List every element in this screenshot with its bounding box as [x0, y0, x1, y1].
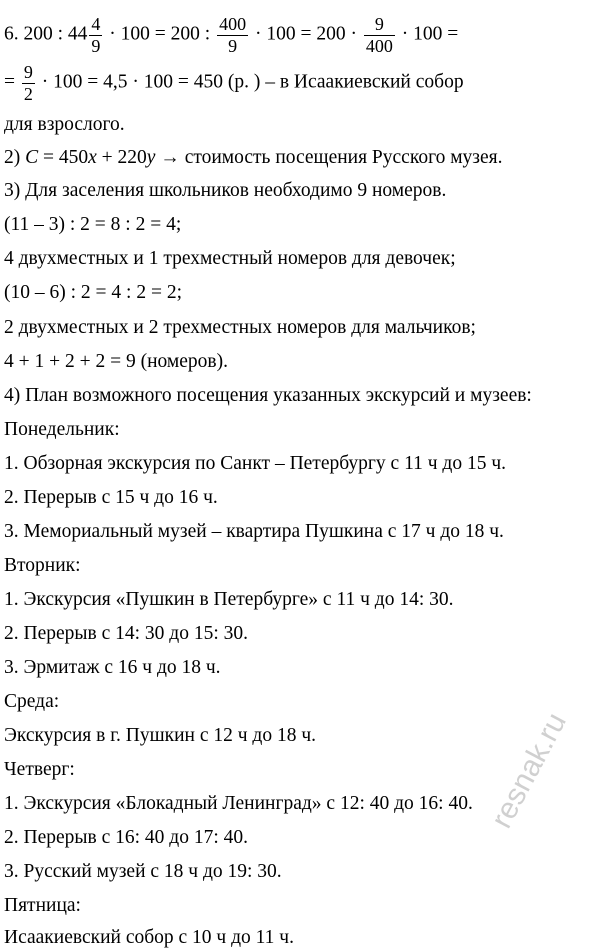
day-heading: Вторник: [4, 555, 81, 576]
cost-formula-line [4, 148, 503, 168]
fraction-9-400 [364, 14, 395, 56]
list-item: 1. Обзорная экскурсия по Санкт – Петербургу с 11 ч до 15 ч. [4, 453, 507, 474]
text-line: для взрослого. [4, 114, 125, 135]
eq1-part-a: 6. 200 : 44 [4, 23, 88, 45]
eq1-part-d: · 100 = [396, 23, 459, 45]
list-item: 3. Мемориальный музей – квартира Пушкина с 17 ч до 18 ч. [4, 521, 504, 542]
text-line: Экскурсия в г. Пушкин с 12 ч до 18 ч. [4, 725, 317, 746]
list-item: 2. Перерыв с 16: 40 до 17: 40. [4, 827, 248, 848]
text-line: 2 двухместных и 2 трехместных номеров для мальчиков; [4, 317, 476, 338]
list-item: 1. Экскурсия «Блокадный Ленинград» с 12: 40 до 16: 40. [4, 793, 473, 814]
text-line: 4 двухместных и 1 трехместный номеров для девочек; [4, 248, 456, 269]
text-line: (11 – 3) : 2 = 8 : 2 = 4; [4, 214, 182, 235]
fraction-numerator: 400 [219, 14, 247, 34]
text-line: 4 + 1 + 2 + 2 = 9 (номеров). [4, 351, 228, 372]
fraction-denominator: 2 [23, 83, 33, 104]
formula-part: = 450 [38, 147, 89, 168]
text-line: Исаакиевский собор с 10 ч до 11 ч. [4, 927, 294, 948]
watermark-text: resnak.ru [485, 707, 573, 834]
fraction-numerator: 9 [364, 14, 395, 36]
formula-part: + 220 [96, 147, 147, 168]
list-item: 2. Перерыв с 14: 30 до 15: 30. [4, 623, 248, 644]
fraction-denominator: 9 [91, 35, 101, 56]
fraction-numerator: 4 [91, 14, 101, 34]
fraction-400-9 [217, 14, 248, 56]
variable-x: x [88, 147, 97, 168]
fraction-denominator: 400 [365, 35, 393, 56]
formula-prefix: 2) [4, 147, 26, 168]
fraction-4-9 [89, 14, 102, 56]
day-heading: Четверг: [4, 759, 75, 780]
list-item: 2. Перерыв с 15 ч до 16 ч. [4, 487, 218, 508]
equation-line-1 [4, 14, 458, 56]
eq1-part-b: · 100 = 200 : [104, 23, 216, 45]
fraction-9-2 [22, 62, 35, 104]
eq2-part-b: · 100 = 4,5 · 100 = 450 (р. ) – в Исаакиевский собор [36, 71, 464, 93]
eq1-part-c: · 100 = 200 · [250, 23, 362, 45]
list-item: 3. Эрмитаж с 16 ч до 18 ч. [4, 657, 221, 678]
variable-c: C [25, 147, 39, 168]
text-line: 3) Для заселения школьников необходимо 9 номеров. [4, 180, 447, 201]
text-line: 4) План возможного посещения указанных экскурсий и музеев: [4, 385, 532, 406]
formula-suffix: → стоимость посещения Русского музея. [155, 147, 503, 168]
eq2-part-a: = [4, 71, 20, 93]
day-heading: Пятница: [4, 895, 81, 916]
text-line: (10 – 6) : 2 = 4 : 2 = 2; [4, 282, 182, 303]
variable-y: y [146, 147, 156, 168]
fraction-numerator: 9 [23, 62, 33, 82]
day-heading: Понедельник: [4, 419, 120, 440]
equation-line-2 [4, 62, 464, 104]
list-item: 3. Русский музей с 18 ч до 19: 30. [4, 861, 282, 882]
list-item: 1. Экскурсия «Пушкин в Петербурге» с 11 ч до 14: 30. [4, 589, 454, 610]
day-heading: Среда: [4, 691, 60, 712]
fraction-denominator: 9 [228, 35, 238, 56]
